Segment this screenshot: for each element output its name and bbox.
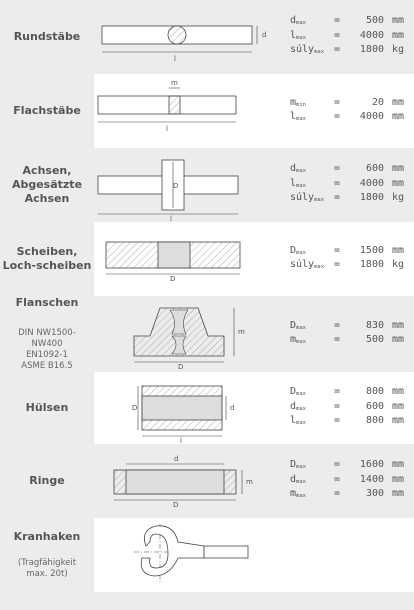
footer-band bbox=[0, 592, 414, 610]
row-rundstaebe bbox=[0, 0, 414, 74]
row-ringe bbox=[0, 444, 414, 518]
spec-line: $D_{max}$ = 800 mm bbox=[290, 386, 404, 398]
rundstaebe-diagram bbox=[94, 0, 294, 74]
spec-line: $l_{max}$ = 4000 mm bbox=[290, 177, 404, 189]
ringe-diagram bbox=[94, 444, 294, 518]
dim-label: l bbox=[174, 55, 176, 63]
spec-line: súly$_{max}$ = 1800 kg bbox=[290, 259, 404, 270]
row-label bbox=[0, 372, 94, 444]
achsen-diagram bbox=[94, 148, 294, 222]
spec-list bbox=[290, 372, 414, 444]
spec-list bbox=[290, 74, 414, 148]
dim-label: l bbox=[166, 125, 168, 133]
row-kranhaken bbox=[0, 518, 414, 592]
dim-label: m bbox=[238, 328, 245, 336]
spec-line: $D_{max}$ = 830 mm bbox=[290, 319, 404, 331]
row-name: Rundstäbe bbox=[13, 30, 81, 44]
spec-line: $D_{max}$ = 1600 mm bbox=[290, 459, 404, 471]
row-name: Achsen, Abgesätzte Achsen bbox=[11, 164, 83, 205]
row-flanschen bbox=[0, 296, 414, 372]
dim-label: m bbox=[246, 478, 253, 486]
huelsen-diagram bbox=[94, 372, 294, 444]
row-label bbox=[0, 74, 94, 148]
row-label bbox=[0, 444, 94, 518]
dim-label: D bbox=[173, 501, 179, 509]
dim-label: l bbox=[180, 437, 182, 444]
spec-list bbox=[290, 222, 414, 296]
spec-line: $m_{min}$ = 20 mm bbox=[290, 96, 404, 108]
row-scheiben bbox=[0, 222, 414, 296]
row-label bbox=[0, 222, 94, 296]
dim-label: d bbox=[174, 455, 179, 463]
spec-line: $d_{max}$ = 500 mm bbox=[290, 15, 404, 27]
kranhaken-diagram bbox=[94, 518, 294, 592]
row-sub: (Tragfähigkeit max. 20t) bbox=[17, 557, 77, 579]
dim-label: D bbox=[170, 275, 176, 283]
row-label bbox=[0, 518, 94, 592]
flanschen-diagram bbox=[94, 296, 294, 372]
flachstaebe-diagram bbox=[94, 74, 294, 148]
spec-line: $m_{max}$ = 500 mm bbox=[290, 334, 404, 345]
row-achsen bbox=[0, 148, 414, 222]
spec-line: $d_{max}$ = 1400 mm bbox=[290, 473, 404, 485]
dim-label: d bbox=[230, 404, 235, 412]
dim-label: D bbox=[173, 182, 179, 190]
row-label bbox=[0, 148, 94, 222]
row-name: Ringe bbox=[29, 474, 65, 488]
spec-line: $l_{max}$ = 800 mm bbox=[290, 415, 404, 427]
row-huelsen bbox=[0, 372, 414, 444]
spec-line: súly$_{max}$ = 1800 kg bbox=[290, 44, 404, 56]
spec-list bbox=[290, 444, 414, 518]
row-flachstaebe bbox=[0, 74, 414, 148]
spec-line: $m_{max}$ = 300 mm bbox=[290, 488, 404, 500]
row-name: Flachstäbe bbox=[13, 104, 81, 118]
dim-label: l bbox=[170, 215, 172, 222]
row-sub: DIN NW1500- NW400 EN1092-1 ASME B16.5 bbox=[18, 327, 76, 371]
row-name: Hülsen bbox=[25, 401, 69, 415]
dim-label: m bbox=[171, 79, 178, 87]
row-name: Kranhaken bbox=[13, 530, 81, 543]
row-name: Scheiben, Loch-scheiben bbox=[2, 245, 92, 272]
spec-line: $d_{max}$ = 600 mm bbox=[290, 163, 404, 175]
row-label bbox=[0, 0, 94, 74]
spec-list bbox=[290, 148, 414, 222]
dim-label: D bbox=[132, 404, 138, 412]
spec-list bbox=[290, 0, 414, 74]
row-name: Flanschen bbox=[15, 296, 79, 309]
scheiben-diagram bbox=[94, 222, 294, 296]
spec-line: $l_{max}$ = 4000 mm bbox=[290, 111, 404, 122]
dim-label: d bbox=[262, 31, 267, 39]
spec-list bbox=[290, 296, 414, 372]
spec-line: súly$_{max}$ = 1800 kg bbox=[290, 192, 404, 204]
spec-line: $D_{max}$ = 1500 mm bbox=[290, 244, 404, 256]
dim-label: D bbox=[178, 363, 184, 371]
spec-line: $d_{max}$ = 600 mm bbox=[290, 400, 404, 412]
spec-line: $l_{max}$ = 4000 mm bbox=[290, 29, 404, 41]
row-label bbox=[0, 296, 94, 372]
